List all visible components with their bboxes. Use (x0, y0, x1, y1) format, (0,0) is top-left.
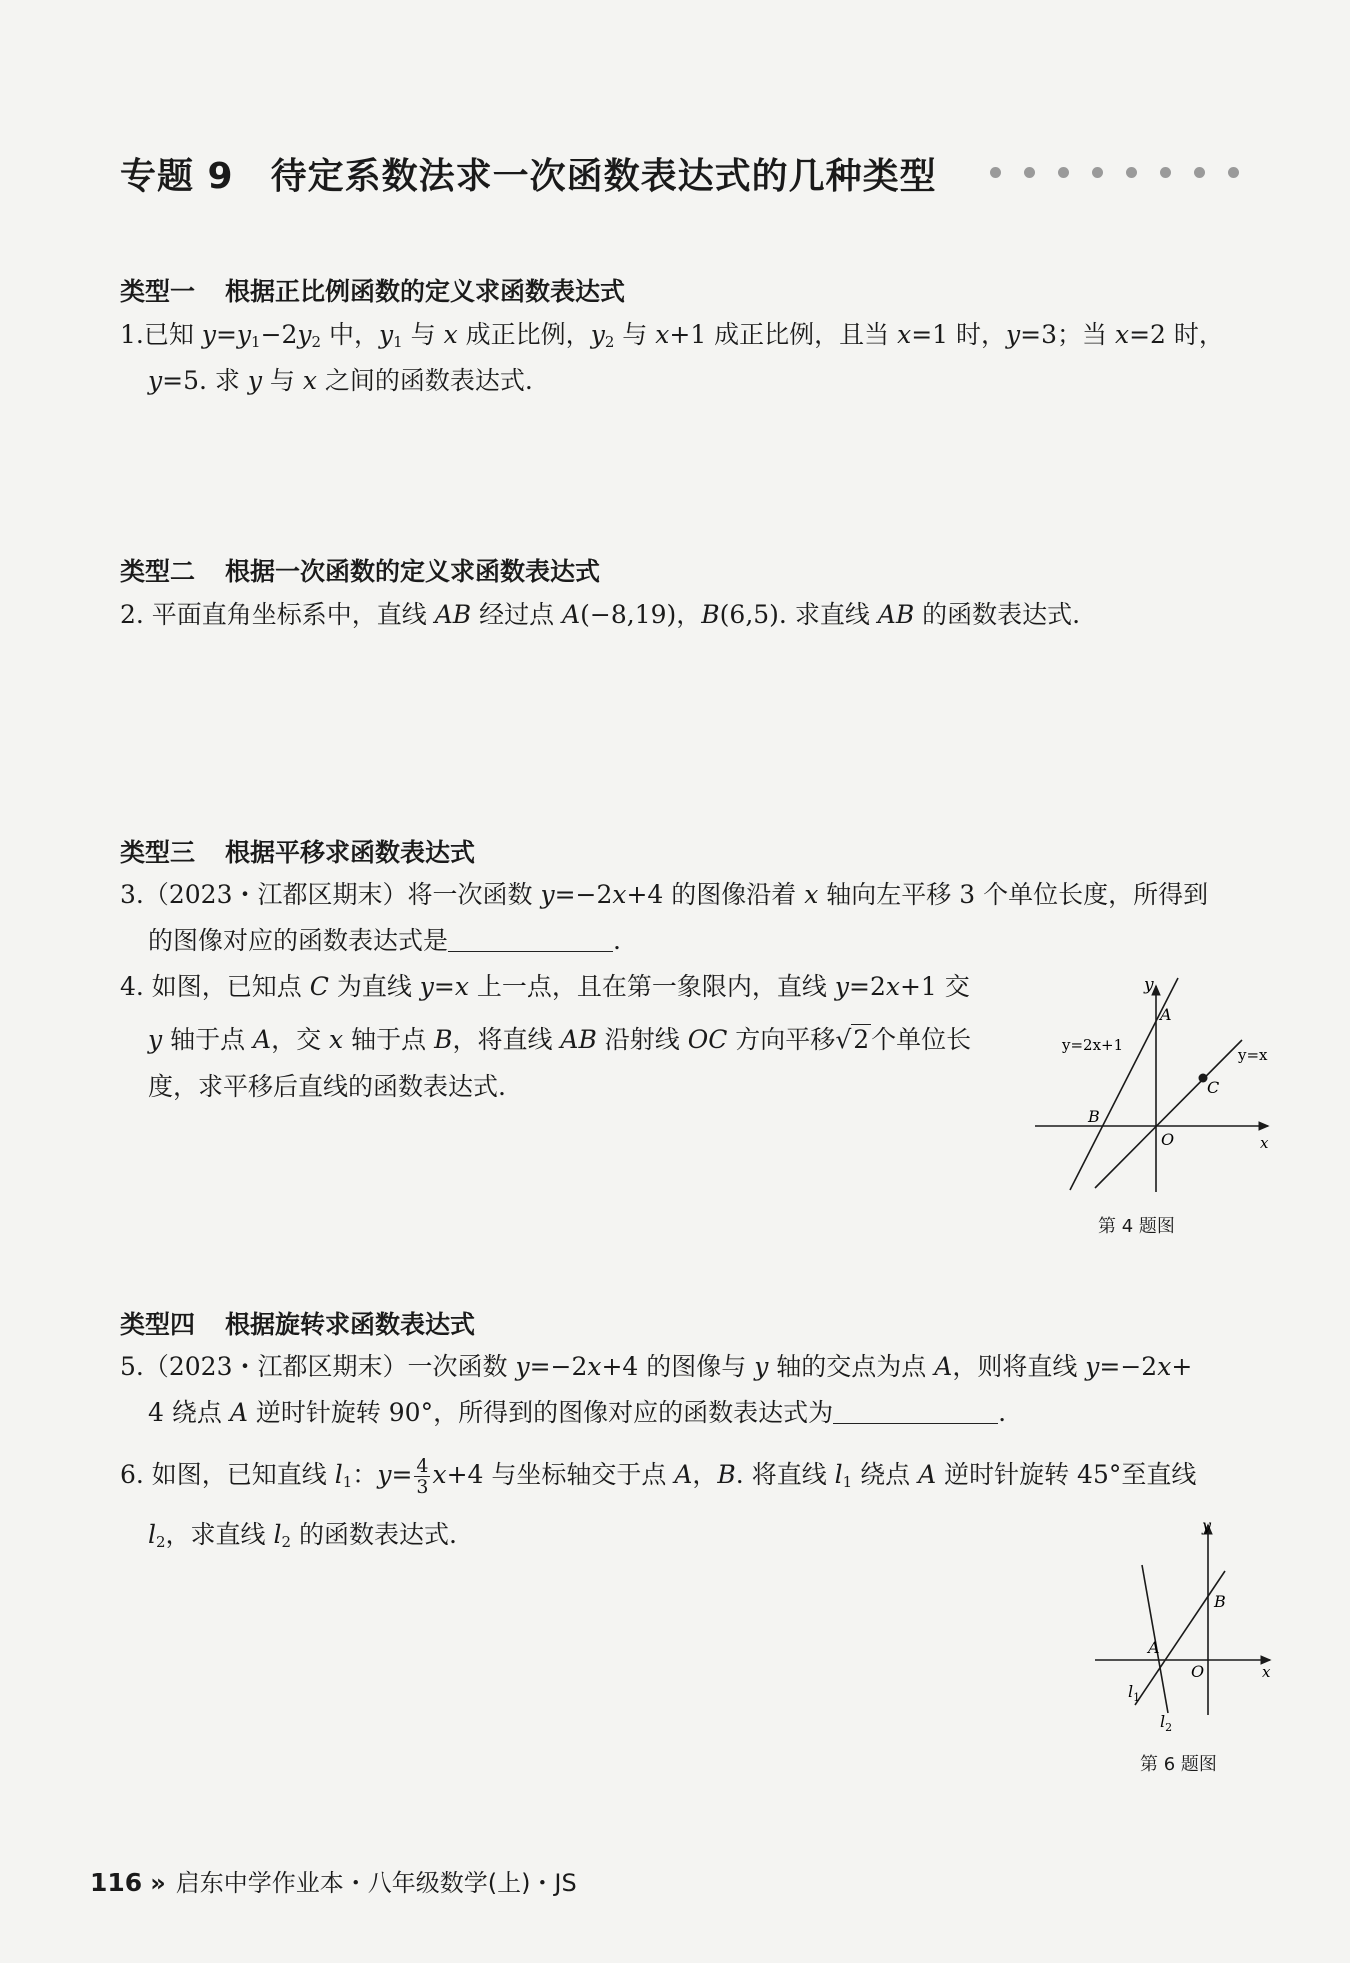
y-axis-label: y (1202, 1516, 1212, 1535)
l2-label: $l_2$ (1160, 1712, 1173, 1734)
figure-6-graph (1090, 1515, 1280, 1740)
question-2: 2. 平面直角坐标系中，直线 AB 经过点 A(−8,19)，B(6,5). 求直线 AB 的函数表达式. (120, 600, 1081, 629)
question-4-line-2: y 轴于点 A，交 x 轴于点 B，将直线 AB 沿射线 OC 方向平移√2个单位长 (148, 1023, 971, 1057)
point-b-label: B (1088, 1107, 1100, 1126)
question-6-line-2: $l_2$，求直线 $l_2$ 的函数表达式. (148, 1520, 457, 1551)
type-name: 根据正比例函数的定义求函数表达式 (225, 277, 626, 306)
point-b-label: B (1214, 1592, 1226, 1611)
question-4-line-3: 度，求平移后直线的函数表达式. (148, 1072, 506, 1101)
fraction-four-thirds: $\frac{4}{3}$ (416, 1455, 429, 1498)
question-5-line-2: 4 绕点 A 逆时针旋转 90°，所得到的图像对应的函数表达式为 . (148, 1398, 1007, 1427)
question-3-line-2: 的图像对应的函数表达式是 . (148, 926, 621, 955)
type-name: 根据一次函数的定义求函数表达式 (225, 557, 601, 586)
type-label: 类型四 (120, 1310, 196, 1339)
answer-blank (833, 1401, 998, 1424)
l1-label: $l_1$ (1128, 1682, 1141, 1704)
point-a-label: A (1160, 1005, 1172, 1024)
type-one-heading (120, 272, 625, 308)
page-title: 专题 9 待定系数法求一次函数表达式的几种类型 (120, 156, 937, 197)
figure-6 (1090, 1515, 1280, 1744)
sqrt-two: √2 (835, 1025, 870, 1054)
figure-6-caption: 第 6 题图 (1140, 1754, 1217, 1775)
book-title: 启东中学作业本・八年级数学(上)・JS (175, 1869, 577, 1897)
type-four-heading (120, 1305, 475, 1341)
chevron-icon: » (150, 1869, 166, 1897)
origin-label: O (1161, 1130, 1175, 1149)
line-y-x (1095, 1040, 1242, 1188)
page-footer (90, 1863, 577, 1898)
point-c-label: C (1207, 1078, 1220, 1097)
question-1-line-2: y=5. 求 y 与 x 之间的函数表达式. (148, 366, 533, 395)
type-label: 类型二 (120, 557, 196, 586)
question-1-line-1: 1.已知 $y=y_1-2y_2$ 中，$y_1$ 与 x 成正比例，$y_2$ 与 x+1 成正比例，且当 x=1 时，y=3；当 x=2 时， (120, 320, 1224, 351)
type-label: 类型三 (120, 838, 196, 867)
type-name: 根据平移求函数表达式 (225, 838, 476, 867)
type-label: 类型一 (120, 277, 196, 306)
question-5-line-1: 5.（2023・江都区期末）一次函数 y=−2x+4 的图像与 y 轴的交点为点 A，则将直线 y=−2x+ (120, 1352, 1193, 1381)
type-two-heading (120, 552, 600, 588)
line1-label: y=2x+1 (1062, 1036, 1124, 1054)
figure-4 (1030, 970, 1280, 1199)
origin-label: O (1191, 1662, 1205, 1681)
question-4-line-1: 4. 如图，已知点 C 为直线 y=x 上一点，且在第一象限内，直线 y=2x+1 交 (120, 972, 970, 1001)
question-6-line-1: 6. 如图，已知直线 $l_1$：y= $\frac{4}{3}$ x+4 与坐标轴交于点 A，B. 将直线 $l_1$ 绕点 A 逆时针旋转 45°至直线 (120, 1455, 1197, 1498)
figure-4-caption: 第 4 题图 (1098, 1216, 1175, 1237)
line2-label: y=x (1238, 1046, 1268, 1064)
title-dots-decoration (990, 163, 1262, 182)
x-axis-label: x (1260, 1134, 1269, 1152)
answer-blank (448, 929, 613, 952)
figure-4-graph (1030, 970, 1280, 1195)
x-axis-label: x (1262, 1663, 1271, 1681)
y-axis-label: y (1144, 975, 1154, 995)
page-number: 116 (90, 1868, 143, 1897)
question-3-line-1: 3.（2023・江都区期末）将一次函数 y=−2x+4 的图像沿着 x 轴向左平移 3 个单位长度，所得到 (120, 880, 1209, 909)
type-three-heading (120, 833, 475, 869)
point-a-label: A (1148, 1638, 1160, 1657)
type-name: 根据旋转求函数表达式 (225, 1310, 476, 1339)
